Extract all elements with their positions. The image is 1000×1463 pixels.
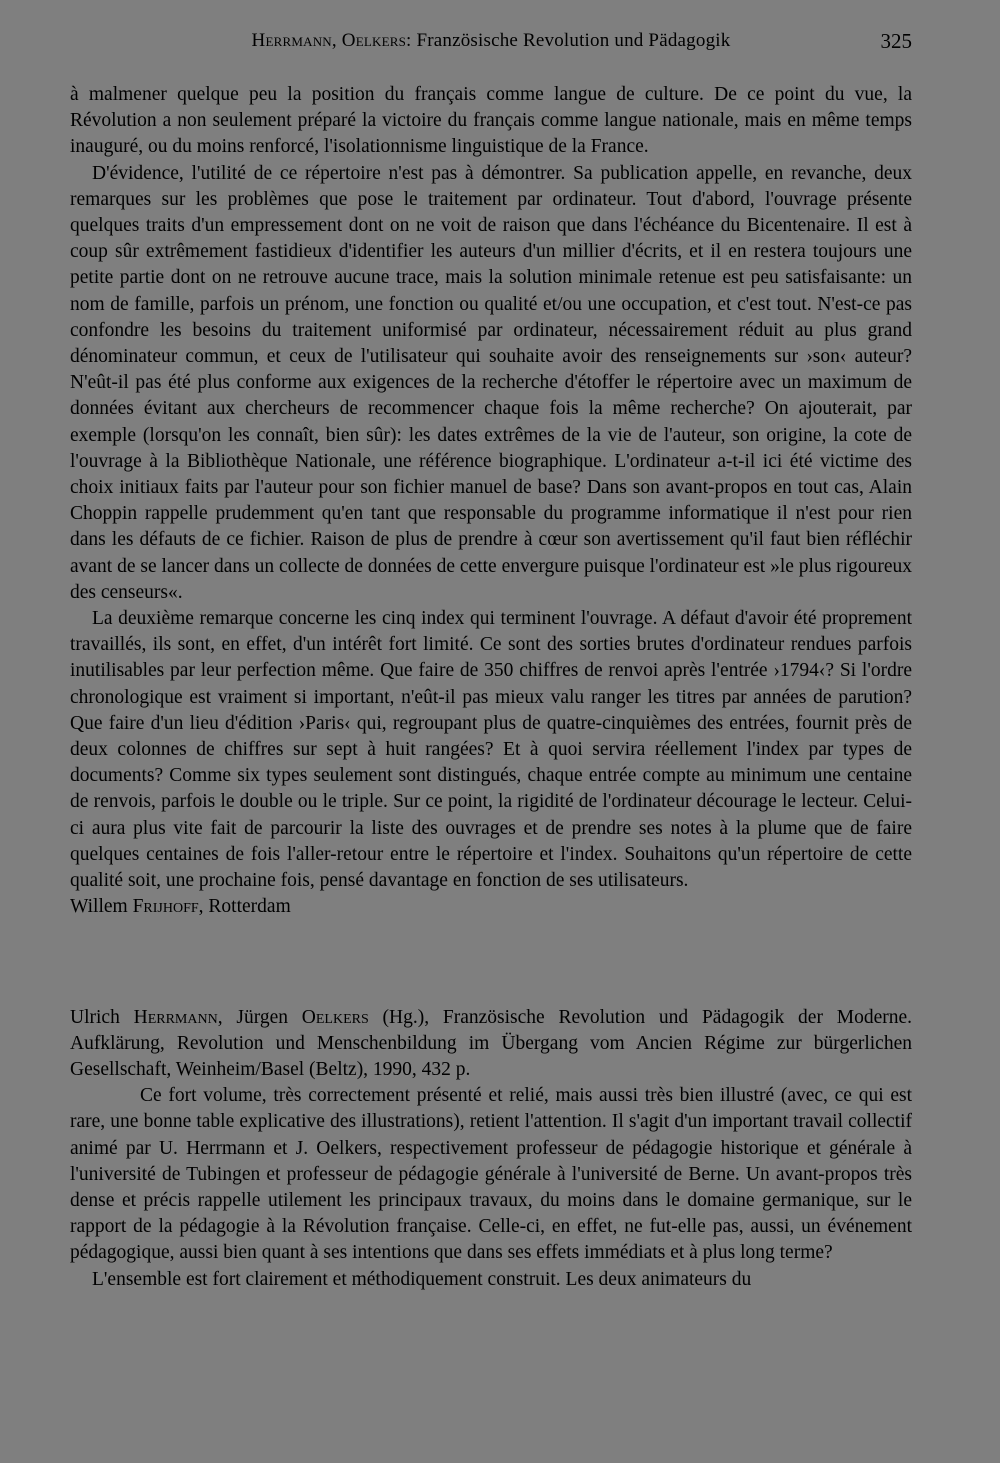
header-author-2: Oelkers	[341, 30, 407, 51]
review1-paragraph-3: La deuxième remarque concerne les cinq index qui terminent l'ouvrage. A défaut d'avoir été proprement travaillés, ils sont, en effet, d'un intérêt fort limité. Ce sont des sorties brutes d'ordinateur rendues parfois inutilisables par leur perfection même. Que faire de 350 chiffres de renvoi après l'entrée ›1794‹? Si l'ordre chronologique est vraiment si important, n'eût-il pas mieux valu ranger les titres par années de parution? Que faire d'un lieu d'édition ›Paris‹ qui, regroupant plus de quatre-cinquièmes des entrées, fournit près de deux colonnes de chiffres sur sept à huit rangées? Et à quoi servira réellement l'index par types de documents? Comme six types seulement sont distingués, chaque entrée compte au minimum une centaine de renvois, parfois le double ou le triple. Sur ce point, la rigidité de l'ordinateur décourage le lecteur. Celui-ci aura plus vite fait de parcourir la liste des ouvrages et de prendre ses notes à la plume que de faire quelques centaines de fois l'aller-retour entre le répertoire et l'index. Souhaitons qu'un répertoire de cette qualité soit, une prochaine fois, pensé davantage en fonction de ses utilisateurs.	[70, 608, 912, 892]
editor2-last-name: Oelkers	[301, 1006, 369, 1028]
signature-place: , Rotterdam	[198, 896, 291, 918]
review2-paragraph-2: L'ensemble est fort clairement et méthodiquement construit. Les deux animateurs du	[92, 1268, 752, 1290]
editor2-first-name: , Jürgen	[217, 1006, 302, 1028]
body-text	[70, 82, 912, 1293]
review2-citation	[70, 1005, 912, 1084]
review1-paragraph-2: D'évidence, l'utilité de ce répertoire n'est pas à démontrer. Sa publication appelle, en revanche, deux remarques sur les problèmes que pose le traitement par ordinateur. Tout d'abord, l'ouvrage présente quelques traits d'un empressement dont on ne voit de raison que dans l'échéance du Bicentenaire. Il est à coup sûr extrêmement fastidieux d'identifier les auteurs d'un millier d'écrits, et il en restera toujours une petite partie dont on ne retrouve aucune trace, mais la solution minimale retenue est peu satisfaisante: un nom de famille, parfois un prénom, une fonction ou qualité et/ou une occupation, et c'est tout. N'est-ce pas confondre les besoins du traitement uniformisé par ordinateur, nécessairement réduit au plus grand dénominateur commun, et ceux de l'utilisateur qui souhaite avoir des renseignements sur ›son‹ auteur? N'eût-il pas été plus conforme aux exigences de la recherche d'étoffer le répertoire avec un maximum de données évitant aux chercheurs de recommencer chaque fois la même recherche? On ajouterait, par exemple (lorsqu'on les connaît, bien sûr): les dates extrêmes de la vie de l'auteur, son origine, la cote de l'ouvrage à la Bibliothèque Nationale, une référence biographique. L'ordinateur a-t-il ici été victime des choix initiaux faits par l'auteur pour son fichier manuel de base? Dans son avant-propos en tout cas, Alain Choppin rappelle prudemment qu'en tant que responsable du programme informatique il n'est pour rien dans les défauts de ce fichier. Raison de plus de prendre à cœur son avertissement qu'il faut bien réfléchir avant de se lancer dans un collecte de données de cette envergure puisque l'ordinateur est »le plus rigoureux des censeurs«.	[70, 162, 912, 603]
header-title: : Französische Revolution und Pädagogik	[406, 30, 731, 51]
signature-last-name: Frijhoff	[132, 896, 199, 918]
page-number: 325	[880, 29, 912, 53]
running-title: Herrmann, Oelkers: Französische Revolution und Pädagogik	[251, 30, 731, 51]
review1-paragraph-1: à malmener quelque peu la position du français comme langue de culture. De ce point du vue, la Révolution a non seulement préparé la victoire du français comme langue nationale, mais en même temps inauguré, ou du moins renforcé, l'isolationnisme linguistique de la France.	[70, 84, 912, 158]
header-author-1: Herrmann	[251, 30, 332, 51]
signature-first-name: Willem	[70, 896, 133, 918]
reviewer-signature	[70, 894, 912, 920]
editor1-first-name: Ulrich	[70, 1006, 134, 1028]
citation-text: (Hg.), Französische Revolution und Pädagogik der Moderne. Aufklärung, Revolution und Menschenbildung im Übergang vom Ancien Régime zur bürgerlichen Gesellschaft, Weinheim/Basel (Beltz), 1990, 432 p.	[70, 1006, 913, 1080]
editor1-last-name: Herrmann	[133, 1006, 218, 1028]
review2-paragraph-1: Ce fort volume, très correctement présenté et relié, mais aussi très bien illustré (avec, ce qui est rare, une bonne table explicative des illustrations), retient l'attention. Il s'agit d'un important travail collectif animé par U. Herrmann et J. Oelkers, respectivement professeur de pédagogie historique et générale à l'université de Tubingen et professeur de pédagogie générale à l'université de Berne. Un avant-propos très dense et précis rappelle utilement les principaux travaux, du moins dans le domaine germanique, sur le rapport de la pédagogie à la Révolution française. Celle-ci, en effet, ne fut-elle pas, aussi, un événement pédagogique, aussi bien quant à ses intentions que dans ses effets immédiats et à plus long terme?	[70, 1085, 912, 1264]
